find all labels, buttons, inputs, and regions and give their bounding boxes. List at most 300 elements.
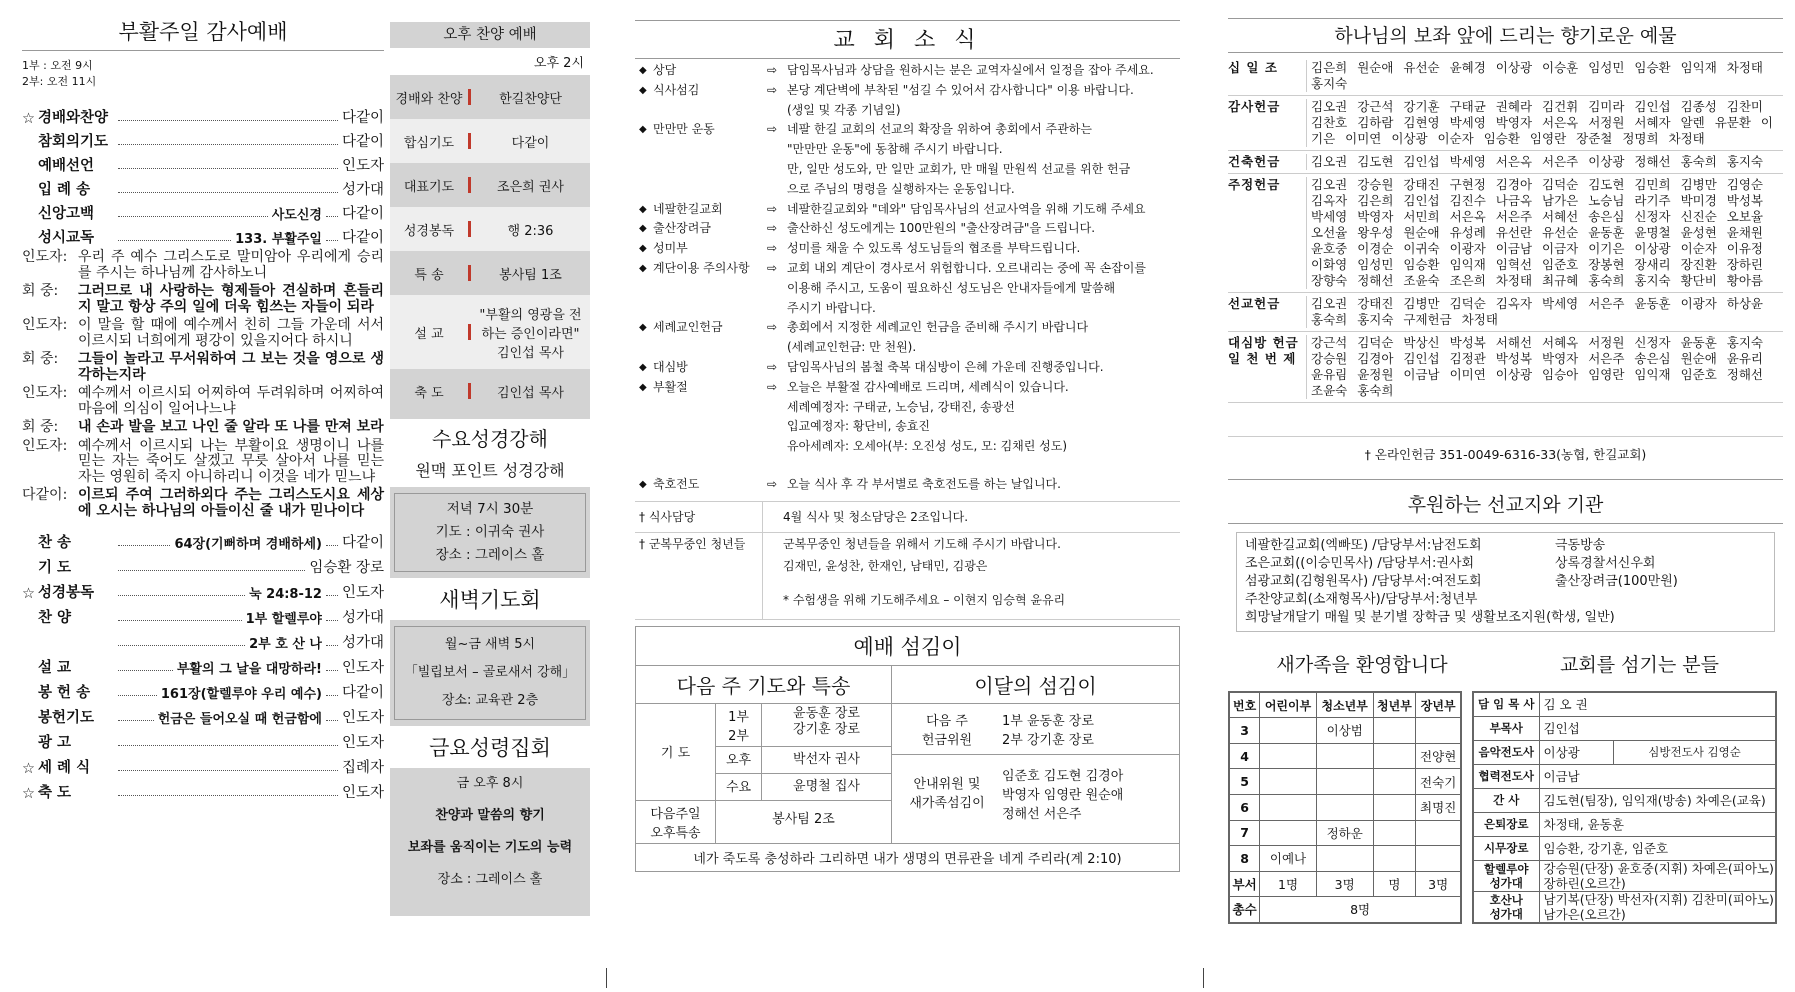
- responsive-reading: [22, 250, 384, 519]
- offering-names: 김오권 강승원 강태진 구현정 김경아 김덕순 김도현 김민희 김병만 김영순 김옥자 김은희 김인섭 김진수 나금옥 남가은 노승님 라기주 박미경 박성복 박세영 박영자 서민희 서은옥 서은주 서혜선 송은심 신정자 신진순 오보율 오선율 왕우성 원순애 유성례 유선란 유선순 윤동훈 윤명철 윤성현 윤채원 윤호중 이경순 이귀숙 이광자 이금남 이금자 이기은 이상광 이순자 이유정 이화영 임성민 임승환 임익재 임혁선 임준호 장봉현 장새리 장진환 장하린 장향숙 정해선 조윤숙 조은희 차정태 최규혜 홍숙희 홍지숙 황단비 황아름: [1306, 177, 1783, 289]
- offering-type: 십 일 조: [1228, 60, 1278, 75]
- afternoon-program: [390, 75, 590, 413]
- month-title: 이달의 섬김이: [892, 666, 1179, 704]
- arrow-icon: ⇨: [767, 476, 778, 491]
- time-1: 1부 : 오전 9시: [22, 59, 93, 72]
- leader-dots: [326, 620, 338, 621]
- news-label: [653, 101, 767, 121]
- news-item: [639, 358, 1180, 378]
- order-label: 설 교: [38, 660, 72, 676]
- news-label: 출산장려금: [653, 221, 711, 236]
- order-label: 찬 양: [38, 610, 72, 626]
- table-cell: [1316, 769, 1373, 795]
- item-label: 경배와 찬양: [395, 91, 463, 107]
- dawn-line: 장소: 교육관 2층: [441, 693, 539, 708]
- leader-dots: [326, 216, 338, 217]
- reading-text: 예수께서 이르시되 어찌하여 두려워하며 어찌하여 마음에 의심이 일어나느냐: [78, 385, 384, 417]
- news-label: [653, 398, 767, 418]
- order-label: 봉 헌 송: [38, 685, 91, 701]
- order-bottom: [22, 527, 384, 802]
- offering-list: [1228, 57, 1783, 403]
- mission-item: 조은교회((이승민목사) /담당부서:권사회: [1245, 556, 1475, 571]
- staff-row: [1473, 860, 1776, 891]
- order-label: 봉헌기도: [38, 710, 95, 726]
- order-item: [22, 602, 384, 627]
- table-cell: 3명: [1416, 871, 1461, 897]
- prayer-person: 윤명철 집사: [793, 778, 860, 794]
- staff-row: [1473, 836, 1776, 860]
- reading-line: [22, 284, 384, 315]
- offering-column: [1228, 0, 1783, 992]
- meal-label: † 식사담당: [635, 502, 763, 532]
- news-item: [639, 299, 1180, 319]
- service-title: 부활주일 감사예배: [22, 14, 384, 51]
- servers-title: 예배 섬김이: [636, 627, 1179, 666]
- offering-title: 하나님의 보좌 앞에 드리는 향기로운 예물: [1228, 18, 1783, 53]
- order-leader: 다같이: [341, 685, 384, 701]
- staff-table: [1472, 691, 1777, 924]
- item-value: "부활의 영광을 전하는 증인이라면" 김인섭 목사: [479, 307, 582, 361]
- leader-dots: [118, 595, 245, 596]
- item-label: 특 송: [414, 267, 444, 283]
- prayer-person: 윤동훈 장로 강기훈 장로: [793, 705, 860, 737]
- mission-title: 후원하는 선교지와 기관: [1228, 480, 1783, 524]
- order-detail: 눅 24:8-12: [249, 587, 322, 602]
- staff-row: [1473, 716, 1776, 740]
- leader-dots: [326, 645, 338, 646]
- leader-dots: [326, 240, 338, 241]
- wednesday-title: 수요성경강해: [390, 419, 590, 456]
- header-cell: 번호: [1229, 692, 1260, 718]
- item-value: 조은희 권사: [497, 179, 564, 195]
- dawn-title: 새벽기도회: [390, 578, 590, 620]
- leader-dots: [118, 168, 338, 169]
- afternoon-item: [390, 207, 590, 251]
- afternoon-title: 오후 찬양 예배: [390, 22, 590, 48]
- bullet: [639, 279, 653, 299]
- table-cell: 이상범: [1316, 718, 1373, 744]
- staff-role: 시무장로: [1473, 836, 1539, 860]
- prayer-service: 수요: [716, 774, 762, 800]
- news-text: 본당 계단벽에 부착된 "섬길 수 있어서 감사합니다" 이용 바랍니다.: [787, 82, 1134, 97]
- table-cell: 5: [1229, 769, 1260, 795]
- table-cell: [1416, 846, 1461, 872]
- leader-dots: [118, 570, 305, 571]
- church-news-column: [635, 0, 1180, 992]
- afternoon-item: [390, 295, 590, 369]
- header-cell: 청소년부: [1316, 692, 1373, 718]
- arrow-icon: [767, 437, 787, 457]
- staff-role: 담 임 목 사: [1473, 692, 1539, 716]
- table-cell: [1416, 718, 1461, 744]
- news-item: [639, 160, 1180, 180]
- offering-row: [1228, 151, 1783, 174]
- reading-text: 이르되 주여 그러하외다 주는 그리스도시요 세상에 오시는 하나님의 아들이신 줄 내가 믿나이다: [78, 487, 384, 519]
- order-item: [22, 577, 384, 602]
- wed-line: 저녁 7시 30분: [446, 501, 534, 517]
- offering-names: 김은희 원순애 유선순 윤혜경 이상광 이승훈 임성민 임승환 임익재 차정태 홍지숙: [1306, 60, 1783, 92]
- staff-role: 음악전도사: [1473, 740, 1539, 764]
- staff-row: [1473, 891, 1776, 923]
- mission-item: 주찬양교회(소재형목사)/담당부서:청년부: [1245, 592, 1478, 607]
- staff-role: 호산나 성가대: [1473, 891, 1539, 923]
- leader-dots: [118, 144, 338, 145]
- news-label: 대심방: [653, 359, 688, 374]
- table-cell: [1260, 769, 1317, 795]
- staff-name: 임승환, 강기훈, 임준호: [1539, 836, 1776, 860]
- bullet: [639, 140, 653, 160]
- table-row: [1229, 743, 1461, 769]
- order-item: [22, 103, 384, 127]
- military-label: † 군복무중인 청년들: [635, 533, 763, 619]
- prayer-label: 기 도: [636, 704, 716, 800]
- order-leader: 다같이: [341, 230, 384, 246]
- order-item: [22, 223, 384, 247]
- reading-line: [22, 488, 384, 519]
- order-leader: 인도자: [341, 585, 384, 601]
- special-value: 봉사팀 2조: [772, 811, 835, 827]
- staff-row: [1473, 788, 1776, 812]
- news-label: 상담: [653, 63, 677, 77]
- order-leader: 성가대: [341, 635, 384, 651]
- friday-title: 금요성령집회: [390, 726, 590, 768]
- offering-names: 김오권 김도현 김인섭 박세영 서은옥 서은주 이상광 정해선 홍숙희 홍지숙: [1306, 154, 1783, 170]
- news-item: [639, 200, 1180, 220]
- fri-line: 장소 : 그레이스 홀: [437, 872, 543, 887]
- order-item: [22, 151, 384, 175]
- news-label: [653, 417, 767, 437]
- time-2: 2부: 오전 11시: [22, 75, 97, 88]
- star-mark: ☆: [22, 111, 35, 127]
- news-label: [653, 180, 767, 200]
- military-text: 군복무중인 청년들을 위해서 기도해 주시기 바랍니다.: [783, 536, 1061, 551]
- order-leader: 인도자: [341, 785, 384, 801]
- news-title: 교 회 소 식: [635, 20, 1180, 59]
- order-label: 기 도: [38, 560, 72, 576]
- mission-item: 섬광교회(김형원목사) /담당부서:여전도회: [1245, 574, 1482, 589]
- order-leader: 인도자: [341, 735, 384, 751]
- leader-dots: [118, 720, 154, 721]
- news-text: 세례예정자: 구태균, 노승님, 강태진, 송광선: [787, 399, 1015, 414]
- news-text: 오늘 식사 후 각 부서별로 축호전도를 하는 날입니다.: [787, 476, 1061, 491]
- order-item: [22, 777, 384, 802]
- item-label: 축 도: [414, 385, 444, 401]
- extra-news: [635, 501, 1180, 620]
- arrow-icon: [767, 140, 787, 160]
- speaker: 회 중:: [22, 283, 59, 299]
- news-text: 만, 일만 성도와, 만 일만 교회가, 만 매월 만원씩 선교를 위한 헌금: [787, 161, 1131, 176]
- table-cell: 1명: [1260, 871, 1317, 897]
- order-item: [22, 527, 384, 552]
- news-list: [635, 61, 1180, 495]
- worship-order-column: [22, 0, 384, 992]
- speaker: 인도자:: [22, 385, 68, 401]
- mission-item: 네팔한길교회(엑빠또) /담당부서:남전도회: [1245, 538, 1482, 553]
- wed-line: 장소 : 그레이스 홀: [435, 547, 545, 563]
- news-label: 세례교인헌금: [653, 320, 723, 335]
- wednesday-subtitle: 원맥 포인트 성경강해: [390, 456, 590, 487]
- staff-role: 부목사: [1473, 716, 1539, 740]
- item-value: 행 2:36: [507, 223, 554, 239]
- table-cell: 이예나: [1260, 846, 1317, 872]
- order-detail: 부활의 그 날을 대망하라!: [176, 662, 322, 677]
- offering-type: 대심방 헌금 일 천 번 제: [1228, 335, 1299, 366]
- news-item: [639, 437, 1180, 457]
- table-header: [1229, 692, 1461, 718]
- news-item: [639, 219, 1180, 239]
- staff-role: 할렐루야 성가대: [1473, 860, 1539, 891]
- mission-bottom: 희망날개달기 매월 및 분기별 장학금 및 생활보조지원(학생, 일반): [1245, 610, 1615, 625]
- bullet: ◆: [639, 223, 647, 235]
- header-cell: 청년부: [1373, 692, 1416, 718]
- arrow-icon: ⇨: [767, 122, 778, 137]
- star-mark: ☆: [22, 761, 35, 777]
- news-label: [653, 437, 767, 457]
- reading-text: 이 말을 할 때에 예수께서 친히 그들 가운데 서서 이르시되 너희에게 평강이 있을지어다 하시니: [78, 317, 384, 349]
- reading-text: 그들이 놀라고 무서워하여 그 보는 것을 영으로 생각하는지라: [78, 351, 384, 383]
- speaker: 인도자:: [22, 437, 68, 454]
- total-label: 총수: [1229, 897, 1260, 923]
- table-cell: [1373, 769, 1416, 795]
- news-item: [639, 61, 1180, 81]
- table-cell: [1260, 718, 1317, 744]
- news-item: [639, 259, 1180, 279]
- table-row: [1229, 820, 1461, 846]
- order-detail: 헌금은 들어오실 때 헌금함에: [157, 712, 322, 727]
- news-text: 으로 주님의 명령을 실행하자는 운동입니다.: [787, 181, 1015, 196]
- table-cell: [1373, 743, 1416, 769]
- staff-name: 김인섭: [1539, 716, 1776, 740]
- news-label: 부활절: [653, 379, 688, 394]
- news-item: [639, 398, 1180, 418]
- order-detail: 161장(할렐루야 우리 예수): [160, 687, 322, 702]
- mission-box: [1236, 532, 1775, 632]
- news-label: [653, 160, 767, 180]
- item-value: 봉사팀 1조: [499, 267, 562, 283]
- afternoon-column: [390, 0, 590, 992]
- order-leader: 다같이: [341, 110, 384, 126]
- arrow-icon: [767, 398, 787, 418]
- news-item: [639, 140, 1180, 160]
- staff-row: [1473, 692, 1776, 716]
- news-text: 네팔 한길 교회의 선교의 확장을 위하여 총회에서 주관하는: [787, 122, 1092, 137]
- reading-text: 그러므로 내 사랑하는 형제들아 견실하며 흔들리지 말고 항상 주의 일에 더욱 힘쓰는 자들이 되라: [78, 283, 384, 315]
- table-row: [1229, 846, 1461, 872]
- bullet: ◆: [639, 322, 647, 334]
- staff-name: 강승원(단장) 윤호중(지휘) 차예은(피아노) 장하린(오르간): [1539, 860, 1776, 891]
- dawn-line: 「빌립보서 – 골로새서 강해」: [404, 665, 576, 680]
- item-label: 성경봉독: [403, 223, 455, 239]
- dawn-line: 월~금 새벽 5시: [444, 637, 536, 652]
- leader-dots: [326, 720, 338, 721]
- staff-row: [1473, 740, 1776, 764]
- table-row: [1229, 794, 1461, 820]
- order-label: 예배선언: [38, 158, 95, 174]
- bullet: [639, 398, 653, 418]
- news-item: [639, 378, 1180, 398]
- order-label: 입 례 송: [38, 182, 91, 198]
- bullet: ◆: [639, 124, 647, 136]
- news-label: 성미부: [653, 241, 688, 256]
- afternoon-item: [390, 163, 590, 207]
- news-text: 유아세례자: 오세아(부: 오진성 성도, 모: 김채린 성도): [787, 439, 1068, 454]
- offering-type: 선교헌금: [1228, 296, 1281, 311]
- order-label: 찬 송: [38, 535, 72, 551]
- table-cell: [1416, 820, 1461, 846]
- welcome-title: 새가족을 환영합니다: [1276, 654, 1448, 676]
- table-cell: 7: [1229, 820, 1260, 846]
- prayer-row: [716, 774, 891, 800]
- special-label: 다음주일 오후특송: [636, 801, 716, 843]
- staff-role: 은퇴장로: [1473, 812, 1539, 836]
- news-label: 축호전도: [653, 476, 700, 491]
- star-mark: ☆: [22, 586, 35, 602]
- table-cell: 정하운: [1316, 820, 1373, 846]
- speaker: 회 중:: [22, 351, 59, 367]
- order-item: [22, 127, 384, 151]
- news-text: 주시기 바랍니다.: [787, 300, 876, 315]
- order-label: 축 도: [38, 785, 72, 801]
- order-leader: 다같이: [341, 206, 384, 222]
- usher-value: 임준호 김도현 김경아 박영자 임영란 원순애 정해선 서은주: [1002, 768, 1124, 822]
- bullet: ◆: [639, 361, 647, 373]
- order-leader: 성가대: [341, 182, 384, 198]
- offering-committee-value: 1부 윤동훈 장로 2부 강기훈 장로: [1002, 713, 1094, 748]
- staff-name: 김 오 권: [1539, 692, 1776, 716]
- leader-dots: [118, 120, 338, 121]
- news-item: [639, 81, 1180, 101]
- leader-dots: [326, 595, 338, 596]
- arrow-icon: ⇨: [767, 221, 778, 236]
- bullet: ◆: [639, 262, 647, 274]
- reading-text: 내 손과 발을 보고 나인 줄 알라 또 나를 만져 보라: [78, 419, 384, 435]
- staff-row: [1473, 812, 1776, 836]
- table-cell: [1373, 794, 1416, 820]
- reading-text: 예수께서 이르시되 나는 부활이요 생명이니 나를 믿는 자는 죽어도 살겠고 무릇 살아서 나를 믿는 자는 영원히 죽지 아니하리니 이것을 네가 믿느냐: [78, 437, 384, 485]
- arrow-icon: [767, 101, 787, 121]
- speaker: 다같이:: [22, 487, 68, 503]
- order-item: [22, 199, 384, 223]
- bullet: [639, 437, 653, 457]
- leader-dots: [118, 745, 338, 746]
- leader-dots: [118, 645, 245, 646]
- arrow-icon: [767, 160, 787, 180]
- bullet: ◆: [639, 478, 647, 490]
- order-item: [22, 552, 384, 577]
- order-label: 경배와찬양: [38, 110, 109, 126]
- table-cell: [1260, 820, 1317, 846]
- offering-row: [1228, 293, 1783, 332]
- order-leader: 인도자: [341, 660, 384, 676]
- worship-servers: [635, 626, 1180, 872]
- leader-dots: [118, 216, 268, 217]
- offering-type: 건축헌금: [1228, 154, 1281, 169]
- leader-dots: [118, 695, 157, 696]
- bullet: ◆: [639, 243, 647, 255]
- table-cell: 최명진: [1416, 794, 1461, 820]
- news-label: 네팔한길교회: [653, 201, 723, 216]
- table-row: [1229, 718, 1461, 744]
- afternoon-time: 오후 2시: [533, 56, 584, 71]
- staff-role: 협력전도사: [1473, 764, 1539, 788]
- order-leader: 인도자: [341, 710, 384, 726]
- staff-name: 이금남: [1539, 764, 1776, 788]
- order-detail: 2부 호 산 나: [249, 637, 322, 652]
- total-value: 8명: [1260, 897, 1461, 923]
- order-leader: 다같이: [341, 535, 384, 551]
- offering-row: [1228, 174, 1783, 293]
- exam-prayer: * 수험생을 위해 기도해주세요 – 이현지 임승혁 윤유리: [783, 592, 1066, 607]
- order-leader: 성가대: [341, 610, 384, 626]
- arrow-icon: ⇨: [767, 63, 778, 77]
- afternoon-item: [390, 75, 590, 119]
- header-cell: 어린이부: [1260, 692, 1317, 718]
- news-label: [653, 140, 767, 160]
- order-label: 세 례 식: [38, 760, 91, 776]
- prayer-service: 1부 2부: [716, 704, 762, 746]
- order-leader: 임승환 장로: [309, 560, 384, 576]
- servants-title: 교회를 섬기는 분들: [1560, 654, 1719, 676]
- table-cell: [1316, 846, 1373, 872]
- arrow-icon: [767, 279, 787, 299]
- speaker: 인도자:: [22, 317, 68, 333]
- arrow-icon: [767, 338, 787, 358]
- arrow-icon: ⇨: [767, 320, 778, 335]
- news-item: [639, 279, 1180, 299]
- verse: 네가 죽도록 충성하라 그리하면 내가 생명의 면류관을 네게 주리라(계 2:10): [636, 843, 1179, 871]
- table-cell: [1373, 820, 1416, 846]
- leader-dots: [326, 695, 338, 696]
- bullet: ◆: [639, 84, 647, 96]
- reading-line: [22, 439, 384, 486]
- news-item: [639, 338, 1180, 358]
- speaker: 회 중:: [22, 419, 59, 435]
- news-text: 이용해 주시고, 도움이 필요하신 성도님은 안내자들에게 말씀해: [787, 280, 1116, 295]
- offering-row: [1228, 332, 1783, 403]
- mission-item: 출산장려금(100만원): [1555, 574, 1678, 589]
- offering-type: 주정헌금: [1228, 177, 1281, 192]
- news-text: 담임목사님과 상담을 원하시는 분은 교역자실에서 일정을 잡아 주세요.: [787, 63, 1154, 77]
- bullet: ◆: [639, 381, 647, 393]
- table-cell: [1316, 743, 1373, 769]
- afternoon-item: [390, 119, 590, 163]
- afternoon-item: [390, 251, 590, 295]
- arrow-icon: ⇨: [767, 359, 778, 374]
- bullet: ◆: [639, 65, 647, 76]
- leader-dots: [326, 670, 338, 671]
- item-label: 대표기도: [403, 179, 455, 195]
- offering-names: 김오권 강근석 강기훈 구태균 권혜라 김건휘 김미라 김인섭 김종성 김찬미 김찬호 김하람 김현영 박세영 박영자 서은옥 서정원 서혜자 알렌 유문환 이기은 이미연 이상광 이순자 임승환 임영란 장준철 정명희 차정태: [1306, 99, 1783, 147]
- leader-dots: [118, 670, 173, 671]
- order-label: 성경봉독: [38, 585, 95, 601]
- reading-line: [22, 318, 384, 349]
- news-item: [639, 318, 1180, 338]
- arrow-icon: ⇨: [767, 379, 778, 394]
- mission-item: 극동방송: [1555, 538, 1606, 553]
- divider: [606, 968, 607, 988]
- speaker: 인도자:: [22, 249, 68, 265]
- news-text: 출산하신 성도에게는 100만원의 "출산장려금"을 드립니다.: [787, 221, 1096, 236]
- news-text: 담임목사님의 봄철 축복 대심방이 은혜 가운데 진행중입니다.: [787, 359, 1104, 374]
- order-detail: 133. 부활주일: [235, 232, 322, 247]
- leader-dots: [118, 192, 338, 193]
- news-text: (생일 및 각종 기념일): [787, 102, 901, 117]
- order-label: 광 고: [38, 735, 72, 751]
- order-top: [22, 103, 384, 247]
- item-value: 다같이: [511, 135, 550, 151]
- table-cell: [1316, 794, 1373, 820]
- next-week-title: 다음 주 기도와 특송: [636, 666, 891, 704]
